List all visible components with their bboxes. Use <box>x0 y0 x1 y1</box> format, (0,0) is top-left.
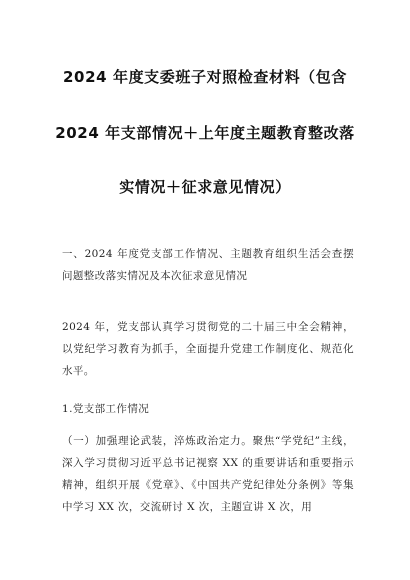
document-title-line-1: 2024 年度支委班子对照检查材料（包含 <box>63 68 347 86</box>
subsection-heading: 1.党支部工作情况 <box>62 403 150 415</box>
document-title-line-2: 2024 年支部情况＋上年度主题教育整改落 <box>55 124 355 142</box>
body-paragraph: （一）加强理论武装，淬炼政治定力。聚焦“学党纪”主线，深入学习贯彻习近平总书记视察 XX 的重要讲话和重要指示精神，组织开展《党章》、《中国共产党纪律处分条例》等集中学习 XX 次，交流研讨 X 次，主题宣讲 X 次，用 <box>62 435 354 513</box>
section-heading-paragraph: 一、2024 年度党支部工作情况、主题教育组织生活会查摆问题整改落实情况及本次征求意见情况 <box>62 248 354 282</box>
intro-paragraph: 2024 年，党支部认真学习贯彻党的二十届三中全会精神，以党纪学习教育为抓手，全面提升党建工作制度化、规范化水平。 <box>62 321 354 377</box>
document-title-line-3: 实情况＋征求意见情况） <box>119 178 291 196</box>
